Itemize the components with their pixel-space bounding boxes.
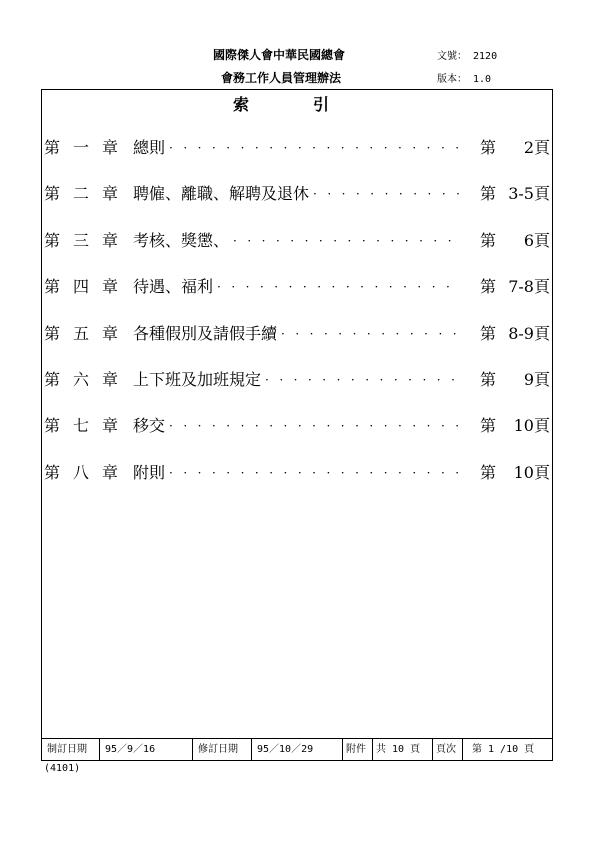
leader-dots: ·············· bbox=[265, 373, 466, 387]
attachment-value: 共 10 頁 bbox=[376, 744, 421, 755]
chapter-title: 總則 bbox=[133, 138, 166, 157]
toc-row bbox=[44, 323, 552, 345]
chapter-number: 第一章 bbox=[44, 138, 132, 157]
document-version: 版本： 1.0 bbox=[437, 74, 492, 85]
form-code: (4101) bbox=[44, 763, 81, 774]
page-reference: 10頁 bbox=[513, 462, 550, 482]
chapter-number: 第八章 bbox=[44, 462, 132, 482]
revise-date-value: 95／10／29 bbox=[257, 744, 314, 755]
page-number-value: 第 1 /10 頁 bbox=[472, 744, 535, 755]
chapter-title: 待遇、福利 bbox=[133, 277, 214, 297]
leader-dots: ····················· bbox=[169, 419, 470, 434]
document-number: 文號： 2120 bbox=[437, 51, 498, 62]
toc-row bbox=[44, 230, 552, 252]
toc-row bbox=[44, 415, 552, 437]
page-reference: 3-5頁 bbox=[508, 184, 550, 204]
page-prefix: 第 bbox=[480, 277, 497, 297]
enact-date-label: 制訂日期 bbox=[47, 744, 87, 755]
leader-dots: ················· bbox=[217, 280, 461, 295]
chapter-title: 各種假別及請假手續 bbox=[133, 323, 278, 343]
page-reference: 10頁 bbox=[513, 416, 550, 436]
page-prefix: 第 bbox=[480, 184, 497, 204]
toc-row bbox=[44, 137, 552, 159]
chapter-title: 聘僱、離職、解聘及退休 bbox=[133, 184, 310, 204]
toc-row bbox=[44, 369, 552, 391]
index-title: 索 引 bbox=[233, 95, 330, 114]
page-prefix: 第 bbox=[480, 416, 497, 436]
toc-row bbox=[44, 183, 552, 205]
leader-dots: ··········· bbox=[313, 187, 471, 202]
page-reference: 8-9頁 bbox=[508, 323, 550, 343]
chapter-title: 附則 bbox=[133, 462, 166, 482]
page-number-label: 頁次 bbox=[436, 744, 456, 755]
page-prefix: 第 bbox=[480, 138, 497, 157]
page-reference: 7-8頁 bbox=[508, 277, 550, 297]
document-title: 會務工作人員管理辦法 bbox=[221, 71, 342, 85]
toc-row bbox=[44, 462, 552, 484]
chapter-number: 第五章 bbox=[44, 323, 132, 343]
toc-row bbox=[44, 276, 552, 298]
chapter-title: 考核、獎懲、 bbox=[133, 230, 230, 250]
page-prefix: 第 bbox=[480, 230, 497, 250]
page-reference: 9頁 bbox=[523, 370, 550, 389]
page-reference: 2頁 bbox=[523, 138, 550, 157]
chapter-number: 第二章 bbox=[44, 184, 132, 204]
page-prefix: 第 bbox=[480, 370, 497, 389]
attachment-label: 附件 bbox=[346, 744, 366, 755]
revise-date-label: 修訂日期 bbox=[198, 744, 238, 755]
organization-name: 國際傑人會中華民國總會 bbox=[213, 48, 346, 62]
leader-dots: ············· bbox=[281, 326, 468, 341]
page-prefix: 第 bbox=[480, 462, 497, 482]
chapter-number: 第六章 bbox=[44, 370, 132, 389]
page-reference: 6頁 bbox=[523, 230, 550, 250]
leader-dots: ················ bbox=[233, 233, 463, 248]
chapter-number: 第三章 bbox=[44, 230, 132, 250]
leader-dots: ····················· bbox=[169, 141, 470, 155]
enact-date-value: 95／9／16 bbox=[105, 744, 156, 755]
page-prefix: 第 bbox=[480, 323, 497, 343]
chapter-number: 第四章 bbox=[44, 277, 132, 297]
leader-dots: ····················· bbox=[169, 465, 470, 480]
chapter-title: 上下班及加班規定 bbox=[133, 370, 262, 389]
chapter-title: 移交 bbox=[133, 416, 166, 436]
footer-table bbox=[41, 738, 553, 761]
chapter-number: 第七章 bbox=[44, 416, 132, 436]
